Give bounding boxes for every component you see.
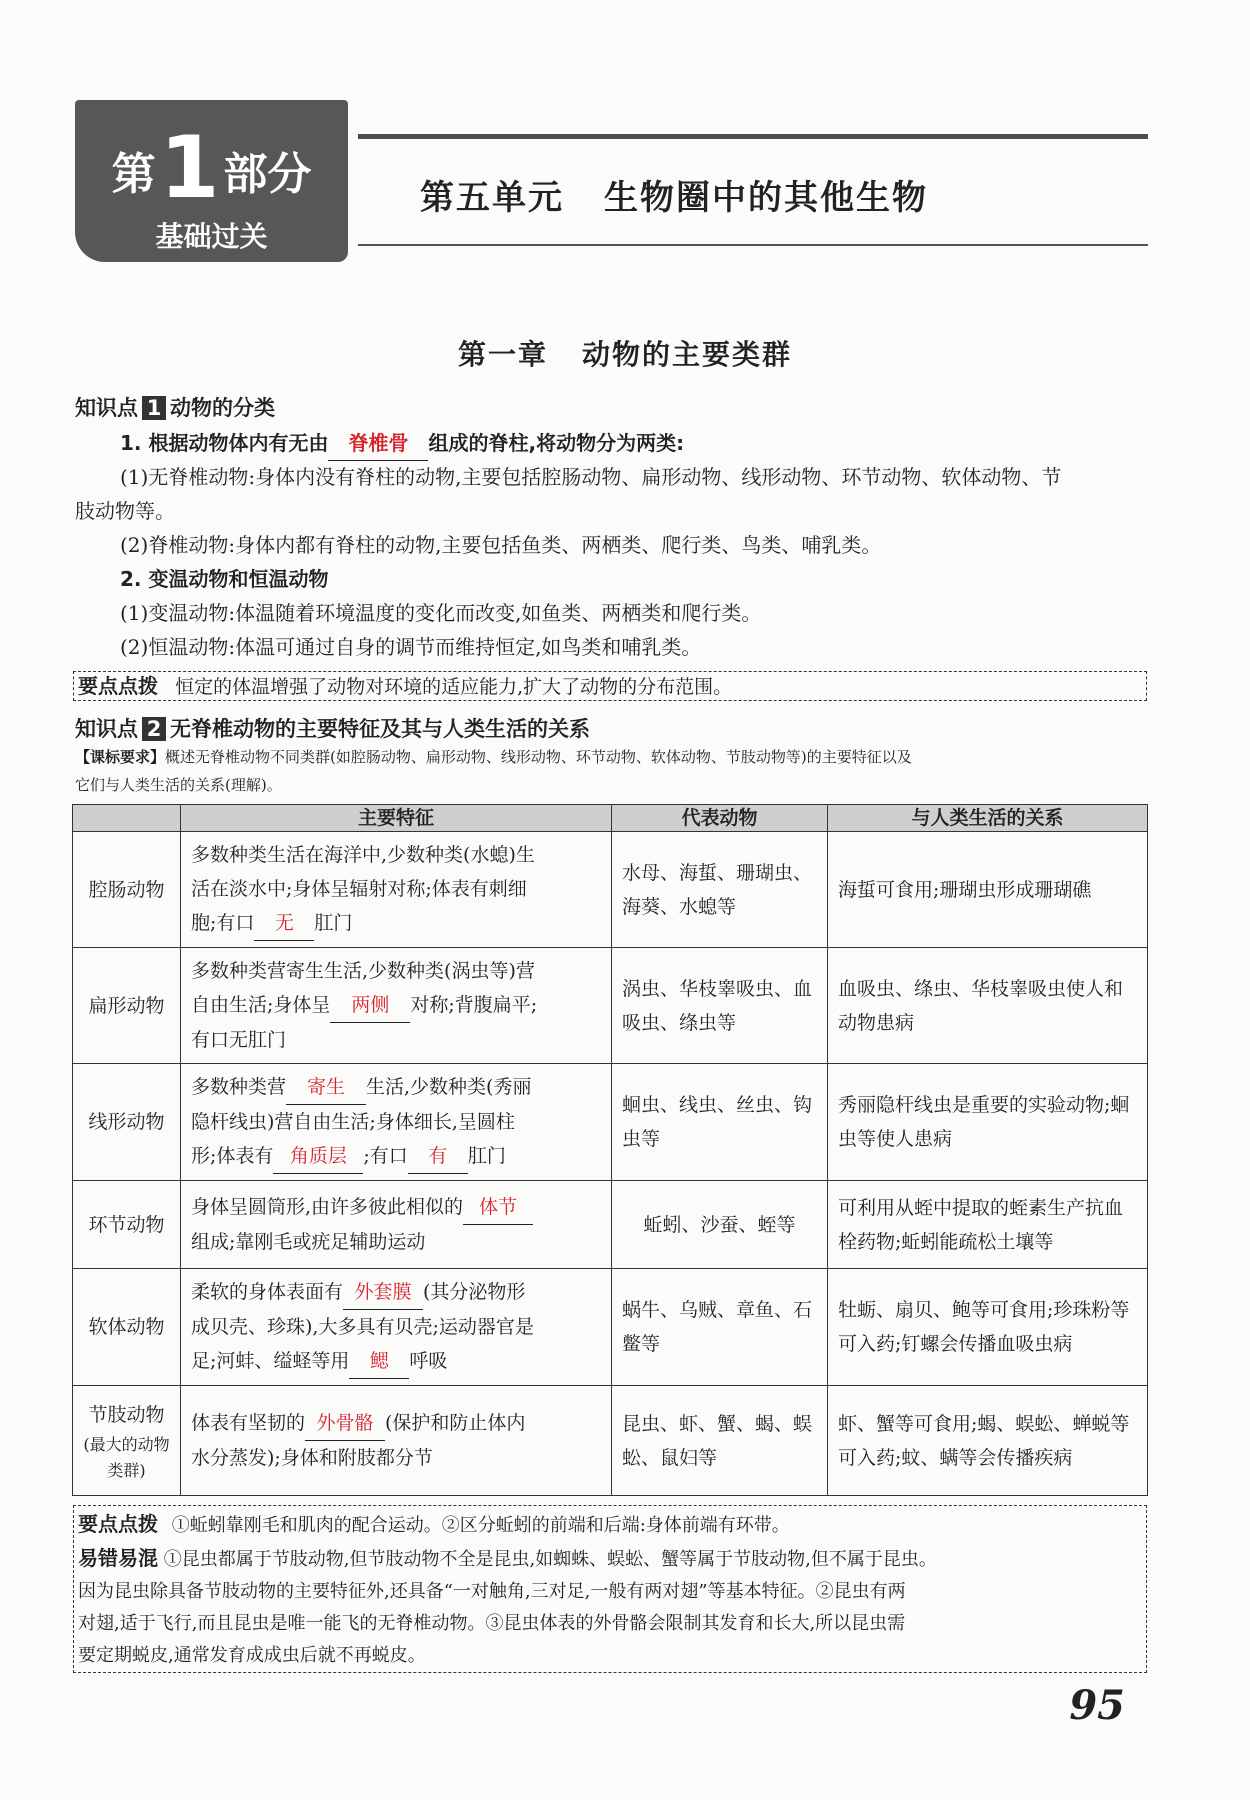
- group-representatives: 蚯蚓、沙蚕、蛭等: [612, 1181, 828, 1269]
- notes-tip-line: 要点点拨 ①蚯蚓靠刚毛和肌肉的配合运动。②区分蚯蚓的前端和后端:身体前端有环带。: [78, 1512, 790, 1536]
- tip-label: 要点点拨: [78, 674, 158, 698]
- kp1-item2: 2. 变温动物和恒温动物: [120, 567, 329, 591]
- kp2-requirement-line2: 它们与人类生活的关系(理解)。: [75, 776, 282, 794]
- table-row: [73, 1064, 1148, 1181]
- kp1-item1-a-line1: (1)无脊椎动物:身体内没有脊柱的动物,主要包括腔肠动物、扁形动物、线形动物、环节动物、软体动物、节: [120, 465, 1062, 489]
- kp1-item1-b: (2)脊椎动物:身体内都有脊柱的动物,主要包括鱼类、两栖类、爬行类、鸟类、哺乳类。: [120, 533, 882, 557]
- notes-box: [73, 1505, 1147, 1673]
- group-features: 多数种类生活在海洋中,少数种类(水螅)生 活在淡水中;身体呈辐射对称;体表有刺细 胞;有口 无 肛门: [181, 832, 612, 948]
- group-representatives: 昆虫、虾、蟹、蝎、蜈蚣、鼠妇等: [612, 1386, 828, 1496]
- part-label: 第1部分: [111, 118, 312, 218]
- group-representatives: 蛔虫、线虫、丝虫、钩虫等: [612, 1064, 828, 1181]
- group-features: 多数种类营寄生生活,少数种类(涡虫等)营 自由生活;身体呈 两侧 对称;背腹扁平; 有口无肛门: [181, 948, 612, 1064]
- table-row: [73, 948, 1148, 1064]
- tip-text: 恒定的体温增强了动物对环境的适应能力,扩大了动物的分布范围。: [175, 676, 733, 698]
- group-name: 节肢动物 (最大的动物类群): [73, 1386, 181, 1496]
- unit-title: 第五单元 生物圈中的其他生物: [420, 178, 928, 218]
- kp1-item2-b: (2)恒温动物:体温可通过自身的调节而维持恒定,如鸟类和哺乳类。: [120, 635, 702, 659]
- header-rule-bottom: [358, 244, 1148, 246]
- table-row: [73, 832, 1148, 948]
- group-representatives: 涡虫、华枝睾吸虫、血吸虫、绦虫等: [612, 948, 828, 1064]
- table-header: 与人类生活的关系: [828, 805, 1148, 832]
- kp1-item2-a: (1)变温动物:体温随着环境温度的变化而改变,如鱼类、两栖类和爬行类。: [120, 601, 762, 625]
- group-relation: 虾、蟹等可食用;蝎、蜈蚣、蝉蜕等可入药;蚊、螨等会传播疾病: [828, 1386, 1148, 1496]
- kp2-heading: 知识点 2 无脊椎动物的主要特征及其与人类生活的关系: [75, 717, 590, 741]
- group-features: 体表有坚韧的 外骨骼 (保护和防止体内 水分蒸发);身体和附肢都分节: [181, 1386, 612, 1496]
- table-header-row: [73, 805, 1148, 832]
- group-features: 多数种类营 寄生 生活,少数种类(秀丽 隐杆线虫)营自由生活;身体细长,呈圆柱 形;体表有 角质层 ;有口 有 肛门: [181, 1064, 612, 1181]
- group-name: 软体动物: [73, 1269, 181, 1386]
- kp1-item1-a-line2: 肢动物等。: [75, 499, 175, 523]
- table-row: [73, 1386, 1148, 1496]
- notes-error-text: 易错易混 ①昆虫都属于节肢动物,但节肢动物不全是昆虫,如蜘蛛、蜈蚣、蟹等属于节肢动物,但不属于昆虫。 因为昆虫除具备节肢动物的主要特征外,还具备“一对触角,三对足,一般有两对翅”等基本特征。②昆虫有两 对翅,适于飞行,而且昆虫是唯一能飞的无脊椎动物。③昆虫体表的外骨骼会限制其发育和长大,所以昆虫需 要定期蜕皮,通常发育成成虫后就不再蜕皮。: [78, 1546, 937, 1666]
- table-header: 主要特征: [181, 805, 612, 832]
- group-name-note: (最大的动物类群): [83, 1434, 170, 1480]
- table-header: 代表动物: [612, 805, 828, 832]
- group-name: 线形动物: [73, 1064, 181, 1181]
- group-name: 环节动物: [73, 1181, 181, 1269]
- group-features: 柔软的身体表面有 外套膜 (其分泌物形 成贝壳、珍珠),大多具有贝壳;运动器官是 足;河蚌、缢蛏等用 鳃 呼吸: [181, 1269, 612, 1386]
- table-header: [73, 805, 181, 832]
- part-badge: [75, 100, 348, 262]
- kp2-requirement-line1: 【课标要求】概述无脊椎动物不同类群(如腔肠动物、扁形动物、线形动物、环节动物、软体动物、节肢动物等)的主要特征以及: [75, 748, 912, 766]
- group-relation: 牡蛎、扇贝、鲍等可食用;珍珠粉等可入药;钉螺会传播血吸虫病: [828, 1269, 1148, 1386]
- group-features: 身体呈圆筒形,由许多彼此相似的 体节 组成;靠刚毛或疣足辅助运动: [181, 1181, 612, 1269]
- chapter-title: 第一章 动物的主要类群: [457, 338, 793, 371]
- kp1-tip-box: [73, 671, 1147, 701]
- group-relation: 可利用从蛭中提取的蛭素生产抗血栓药物;蚯蚓能疏松土壤等: [828, 1181, 1148, 1269]
- group-representatives: 水母、海蜇、珊瑚虫、海葵、水螅等: [612, 832, 828, 948]
- group-relation: 秀丽隐杆线虫是重要的实验动物;蛔虫等使人患病: [828, 1064, 1148, 1181]
- header-rule-top: [358, 134, 1148, 139]
- table-row: [73, 1181, 1148, 1269]
- kp1-item1: 1. 根据动物体内有无由 脊椎骨 组成的脊柱,将动物分为两类:: [120, 426, 684, 461]
- page-number: 95: [1069, 1682, 1125, 1729]
- invertebrate-table: [72, 804, 1148, 1496]
- group-relation: 血吸虫、绦虫、华枝睾吸虫使人和动物患病: [828, 948, 1148, 1064]
- group-relation: 海蜇可食用;珊瑚虫形成珊瑚礁: [828, 832, 1148, 948]
- group-name: 腔肠动物: [73, 832, 181, 948]
- group-representatives: 蜗牛、乌贼、章鱼、石鳖等: [612, 1269, 828, 1386]
- table-row: [73, 1269, 1148, 1386]
- kp1-heading: 知识点 1 动物的分类: [75, 396, 275, 420]
- part-subtitle: 基础过关: [155, 220, 268, 253]
- group-name: 扁形动物: [73, 948, 181, 1064]
